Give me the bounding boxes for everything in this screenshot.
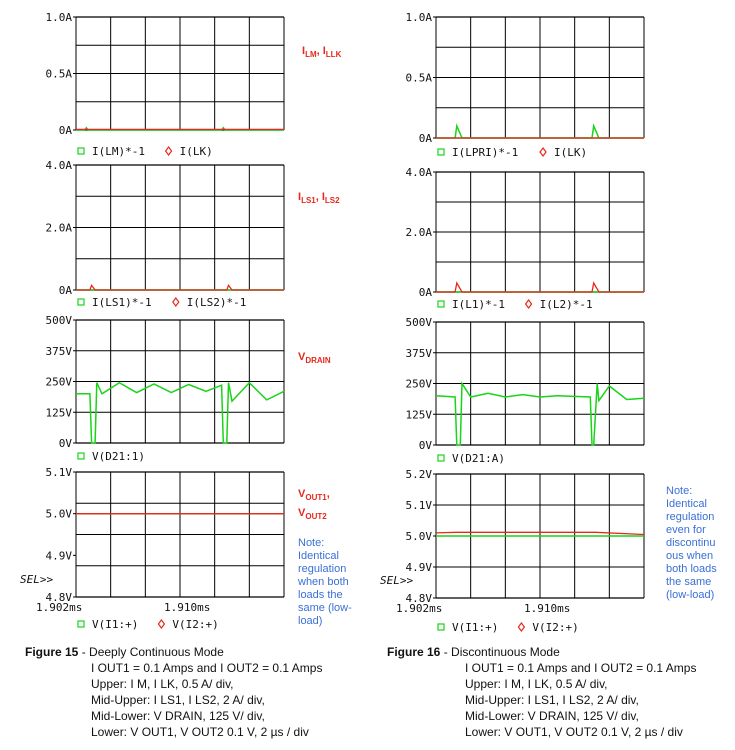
legend-diamond-marker [526, 300, 532, 308]
y-tick-label: 1.0A [45, 11, 72, 24]
y-tick-label: 250V [405, 377, 432, 391]
figure-16-plots [380, 11, 644, 634]
legend-square-marker [78, 453, 84, 459]
note-line: loads the [298, 589, 343, 601]
legend-label: I(LM)*-1 [92, 145, 145, 158]
note-line: Note: [666, 485, 693, 497]
fig15-caption-title: Figure 15 [25, 645, 79, 659]
label-ils1-ils2: $I_{LS1}$, $I_{LS2}$ [298, 191, 340, 205]
legend-label: V(I2:+) [532, 621, 579, 634]
y-tick-label: 4.8V [405, 592, 432, 605]
legend [438, 621, 579, 634]
legend-square-marker [438, 624, 444, 630]
y-tick-label: 2.0A [45, 221, 72, 235]
fig16-caption-line-1: I OUT1 = 0.1 Amps and I OUT2 = 0.1 Amps [465, 661, 697, 675]
y-tick-label: 0.5A [45, 67, 72, 81]
legend [78, 450, 145, 463]
y-tick-label: 0.5A [405, 71, 432, 85]
y-tick-label: 375V [405, 346, 432, 360]
y-tick-label: 5.0V [45, 507, 72, 521]
legend-diamond-marker [173, 298, 179, 306]
legend-square-marker [438, 149, 444, 155]
fig16-caption-subtitle: - Discontinuous Mode [440, 645, 560, 659]
note-line: when both [298, 576, 349, 588]
y-tick-label: 125V [405, 408, 432, 422]
fig15-caption-line-1: I OUT1 = 0.1 Amps and I OUT2 = 0.1 Amps [91, 661, 323, 675]
note-line: regulation [298, 563, 347, 575]
legend-label: V(I1:+) [452, 621, 499, 634]
legend [438, 452, 505, 465]
note-line: both loads [666, 563, 717, 575]
y-tick-label: 2.0A [405, 226, 432, 239]
note-line: same (low- [298, 602, 352, 614]
y-tick-label: 0A [58, 284, 72, 297]
y-tick-label: 1.0A [405, 11, 432, 24]
note-line: load) [298, 615, 323, 627]
legend [438, 146, 587, 159]
label-ilm-illk: $I_{LM}$, $I_{LLK}$ [302, 45, 342, 59]
y-tick-label: 5.0V [405, 530, 432, 543]
fig15-caption-line-2: Upper: I M, I LK, 0.5 A/ div, [91, 677, 234, 691]
fig15-note [297, 537, 352, 627]
note-line: ous when [666, 550, 714, 562]
fig15-caption-subtitle: - Deeply Continuous Mode [78, 645, 224, 659]
y-tick-label: 5.1V [45, 466, 72, 479]
y-tick-label: 375V [45, 344, 72, 358]
y-tick-label: 0V [58, 437, 72, 450]
sel-marker: SEL>> [20, 573, 54, 586]
y-tick-label: 125V [45, 406, 72, 420]
legend-label: V(I1:+) [92, 618, 139, 631]
legend-label: V(D21:1) [92, 450, 145, 463]
fig16-caption-line-3: Mid-Upper: I LS1, I LS2, 2 A/ div, [465, 693, 639, 707]
x-tick-label: 1.902ms [36, 601, 83, 614]
figure-16-caption [387, 644, 696, 740]
y-tick-label: 500V [45, 314, 72, 327]
y-tick-label: 5.2V [405, 468, 432, 481]
y-tick-label: 0A [58, 124, 72, 137]
fig16-caption-line-4: Mid-Lower: V DRAIN, 125 V/ div, [465, 709, 639, 723]
legend [78, 296, 246, 309]
legend-diamond-marker [518, 623, 524, 631]
fig16-caption-line-5: Lower: V OUT1, V OUT2 0.1 V, 2 µs / div [465, 725, 683, 739]
legend-square-marker [78, 299, 84, 305]
note-line: the same [666, 576, 712, 588]
figure-15-plots [20, 11, 284, 631]
note-line: Identical [666, 498, 707, 510]
y-tick-label: 4.0A [45, 159, 72, 172]
legend [78, 618, 219, 631]
x-tick-label: 1.902ms [396, 602, 443, 615]
fig15-caption-line-3: Mid-Upper: I LS1, I LS2, 2 A/ div, [91, 693, 265, 707]
label-vout2: $V_{OUT2}$ [298, 507, 327, 521]
legend-label: V(D21:A) [452, 452, 505, 465]
legend-diamond-marker [158, 620, 164, 628]
y-tick-label: 5.1V [405, 499, 432, 512]
x-tick-label: 1.910ms [524, 602, 571, 615]
note-line: regulation [666, 511, 715, 523]
legend-label: I(L2)*-1 [539, 298, 593, 311]
y-tick-label: 500V [405, 316, 432, 329]
legend-square-marker [78, 621, 84, 627]
x-tick-label: 1.910ms [164, 601, 211, 614]
legend-label: V(I2:+) [172, 618, 219, 631]
legend-label: I(L1)*-1 [452, 298, 505, 311]
note-line: even for [666, 524, 706, 536]
legend-label: I(LS1)*-1 [92, 296, 152, 309]
legend-diamond-marker [540, 148, 546, 156]
y-tick-label: 4.9V [405, 561, 432, 574]
label-vout1: $V_{OUT1}$, [298, 488, 330, 502]
label-vdrain: $V_{DRAIN}$ [298, 351, 331, 365]
legend-label: I(LK) [554, 146, 588, 159]
y-tick-label: 0V [418, 439, 432, 452]
legend-square-marker [438, 455, 444, 461]
note-line: (low-load) [666, 589, 715, 601]
legend-diamond-marker [166, 147, 172, 155]
note-line: discontinu [666, 537, 716, 549]
legend-label: I(LK) [179, 145, 213, 158]
y-tick-label: 0A [418, 286, 432, 299]
fig16-caption-title: Figure 16 [387, 645, 441, 659]
legend [438, 298, 593, 311]
legend-label: I(LS2)*-1 [186, 296, 247, 309]
y-tick-label: 4.8V [45, 591, 72, 604]
fig16-caption-line-2: Upper: I M, I LK, 0.5 A/ div, [465, 677, 608, 691]
y-tick-label: 4.0A [405, 166, 432, 179]
legend-square-marker [78, 148, 84, 154]
fig15-signal-labels [298, 45, 342, 521]
fig15-caption-line-5: Lower: V OUT1, V OUT2 0.1 V, 2 µs / div [91, 725, 309, 739]
y-tick-label: 0A [418, 132, 432, 145]
figure-15-caption [25, 644, 322, 740]
note-line: Identical [298, 550, 339, 562]
legend [78, 145, 213, 158]
y-tick-label: 250V [45, 375, 72, 389]
y-tick-label: 4.9V [45, 549, 72, 563]
sel-marker: SEL>> [380, 574, 414, 587]
legend-square-marker [438, 301, 444, 307]
fig16-note [666, 485, 717, 601]
legend-label: I(LPRI)*-1 [452, 146, 519, 159]
fig15-caption-line-4: Mid-Lower: V DRAIN, 125 V/ div, [91, 709, 265, 723]
note-line: Note: [298, 537, 325, 549]
